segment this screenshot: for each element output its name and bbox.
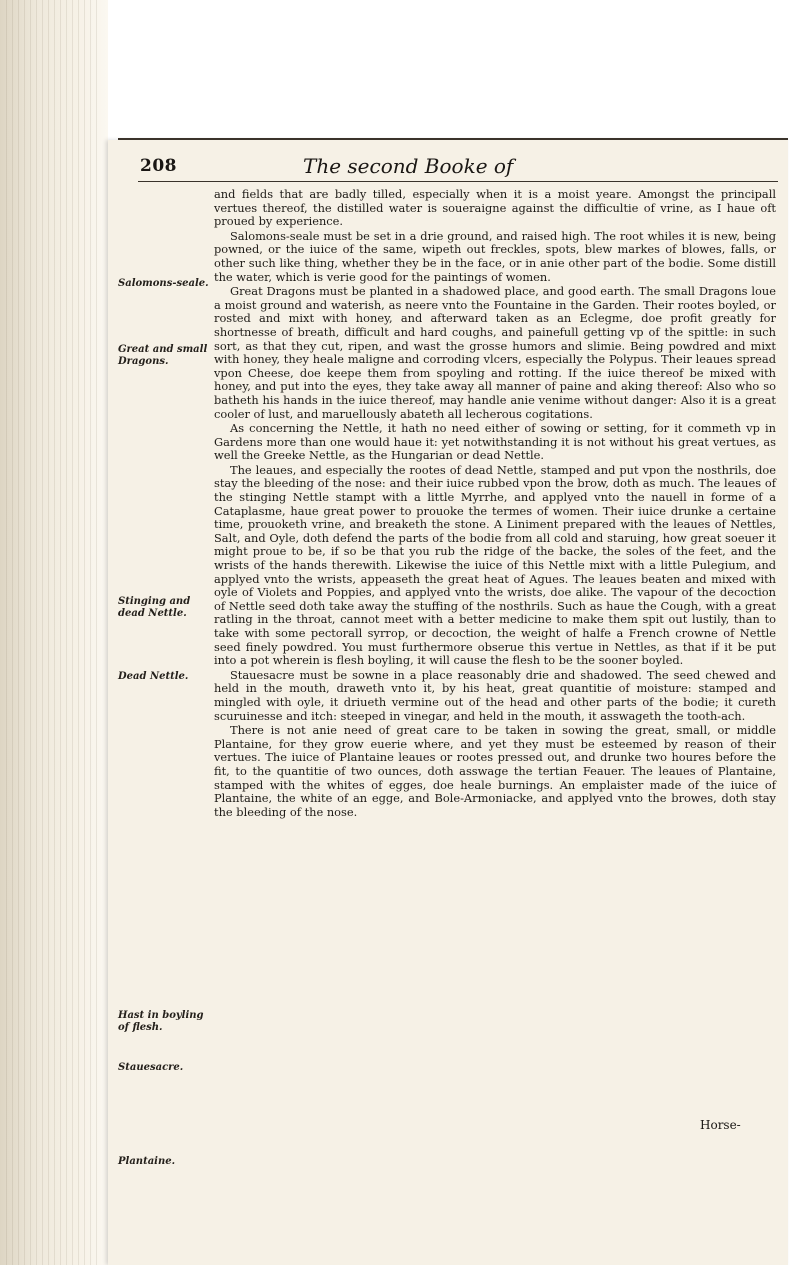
- margin-notes: [118, 196, 213, 1265]
- paragraph-salomons-seale: Salomons-seale must be set in a drie ground, and raised high. The root whiles it is new, being powned, or the iuice of the same, wipeth out freckles, spots, blew markes of blowes, falls, or other such like thing, whether they be in the face, or in anie other part of the bodie. Some distill the water, which is verie good for the paintings of women.: [214, 228, 776, 284]
- margin-note-dead-nettle: Dead Nettle.: [118, 671, 189, 682]
- paragraph-dead-nettle: The leaues, and especially the rootes of dead Nettle, stamped and put vpon the nosthrils, doe stay the bleeding of the nose: and their iuice rubbed vpon the brow, doth as much. The leaues of the stinging Nettle stampt with a little Myrrhe, and applyed vnto the nauell in forme of a Cataplasme, haue great power to prouoke the termes of women. Their iuice drunke a certaine time, prouoketh vrine, and breaketh the stone. A Liniment prepared with the leaues of Nettles, Salt, and Oyle, doth defend the parts of the bodie from all cold and staruing, how great soeuer it might proue to be, if so be that you rub the ridge of the backe, the soles of the feet, and the wrists of the hands therewith. Likewise the iuice of this Nettle mixt with a little Pulegium, and applyed vnto the wrists, appeaseth the great heat of Agues. The leaues beaten and mixed with oyle of Violets and Poppies, and applyed vnto the wrists, doe alike. The vapour of the decoction of Nettle seed doth take away the stuffing of the nosthrils. Such as haue the Cough, with a great ratling in the throat, cannot meet with a better medicine to make them spit out lustily, than to take with some pectorall syrrop, or decoction, the weight of halfe a French crowne of Nettle seed finely powdred. You must furthermore obserue this vertue in Nettles, as that if it be put into a pot wherein is flesh boyling, it will cause the flesh to be the sooner boyled.: [214, 462, 776, 668]
- gutter-page-edges: [6, 0, 102, 1265]
- paragraph-stauesacre: Stauesacre must be sowne in a place reasonably drie and shadowed. The seed chewed and held in the mouth, draweth vnto it, by his heat, great quantitie of moisture: stamped and mingled with oyle, it driueth vermine out of the head and other parts of the bodie; it cureth scuruinesse and itch: steeped in vinegar, and held in the mouth, it asswageth the tooth-ach.: [214, 667, 776, 723]
- paragraph-fields: and fields that are badly tilled, especially when it is a moist yeare. Amongst the principall vertues thereof, the distilled water is soueraigne against the difficultie of vrine, as I haue oft proued by experience.: [214, 187, 776, 229]
- top-rule: [118, 138, 788, 140]
- paragraph-nettle: As concerning the Nettle, it hath no need either of sowing or setting, for it commeth vp in Gardens more than one would haue it: yet notwithstanding it is not without his great vertues, as well the Greeke Nettle, as the Hungarian or dead Nettle.: [214, 421, 776, 463]
- paragraph-plantaine: There is not anie need of great care to be taken in sowing the great, small, or middle Plantaine, for they grow euerie where, and yet they must be esteemed by reason of their vertues. The iuice of Plantaine leaues or rootes pressed out, and drunke two houres before the fit, to the quantitie of two ounces, doth asswage the tertian Feauer. The leaues of Plantaine, stamped with the whites of egges, doe heale burnings. An emplaister made of the iuice of Plantaine, the white of an egge, and Bole-Armoniacke, and applyed vnto the browes, doth stay the bleeding of the nose.: [214, 723, 776, 819]
- page-number: 208: [140, 156, 177, 176]
- margin-note-dragons: Great and small Dragons.: [118, 344, 208, 367]
- body-text: [214, 188, 776, 820]
- margin-note-stinging-nettle: Stinging and dead Nettle.: [118, 596, 191, 619]
- paragraph-dragons: Great Dragons must be planted in a shadowed place, and good earth. The small Dragons loue a moist ground and waterish, as neere vnto the Fountaine in the Garden. Their rootes boyled, or rosted and mixt with honey, and afterward taken as an Eclegme, doe profit greatly for shortnesse of breath, difficult and hard coughs, and painefull getting vp of the spittle: in such sort, as that they cut, ripen, and wast the grosse humors and slimie. Being powdred and mixt with honey, they heale maligne and corroding vlcers, especially the Polypus. Their leaues spread vpon Cheese, doe keepe them from spoyling and rotting. If the iuice thereof be mixed with honey, and put into the eyes, they take away all manner of paine and aking thereof: Also who so batheth his hands in the iuice thereof, may handle anie venime without danger: Also it is a great cooler of lust, and maruellously abateth all lecherous cogitations.: [214, 284, 776, 421]
- page-header: [118, 150, 798, 190]
- running-head: The second Booke of: [303, 154, 514, 178]
- book-gutter: [0, 0, 108, 1265]
- catchword: Horse-: [700, 1118, 741, 1132]
- margin-note-plantaine: Plantaine.: [118, 1156, 176, 1167]
- header-rule: [138, 181, 778, 182]
- margin-note-salomons-seale: Salomons-seale.: [118, 278, 209, 289]
- margin-note-stauesacre: Stauesacre.: [118, 1062, 184, 1073]
- margin-note-hast-boyling: Hast in boyling of flesh.: [118, 1010, 204, 1033]
